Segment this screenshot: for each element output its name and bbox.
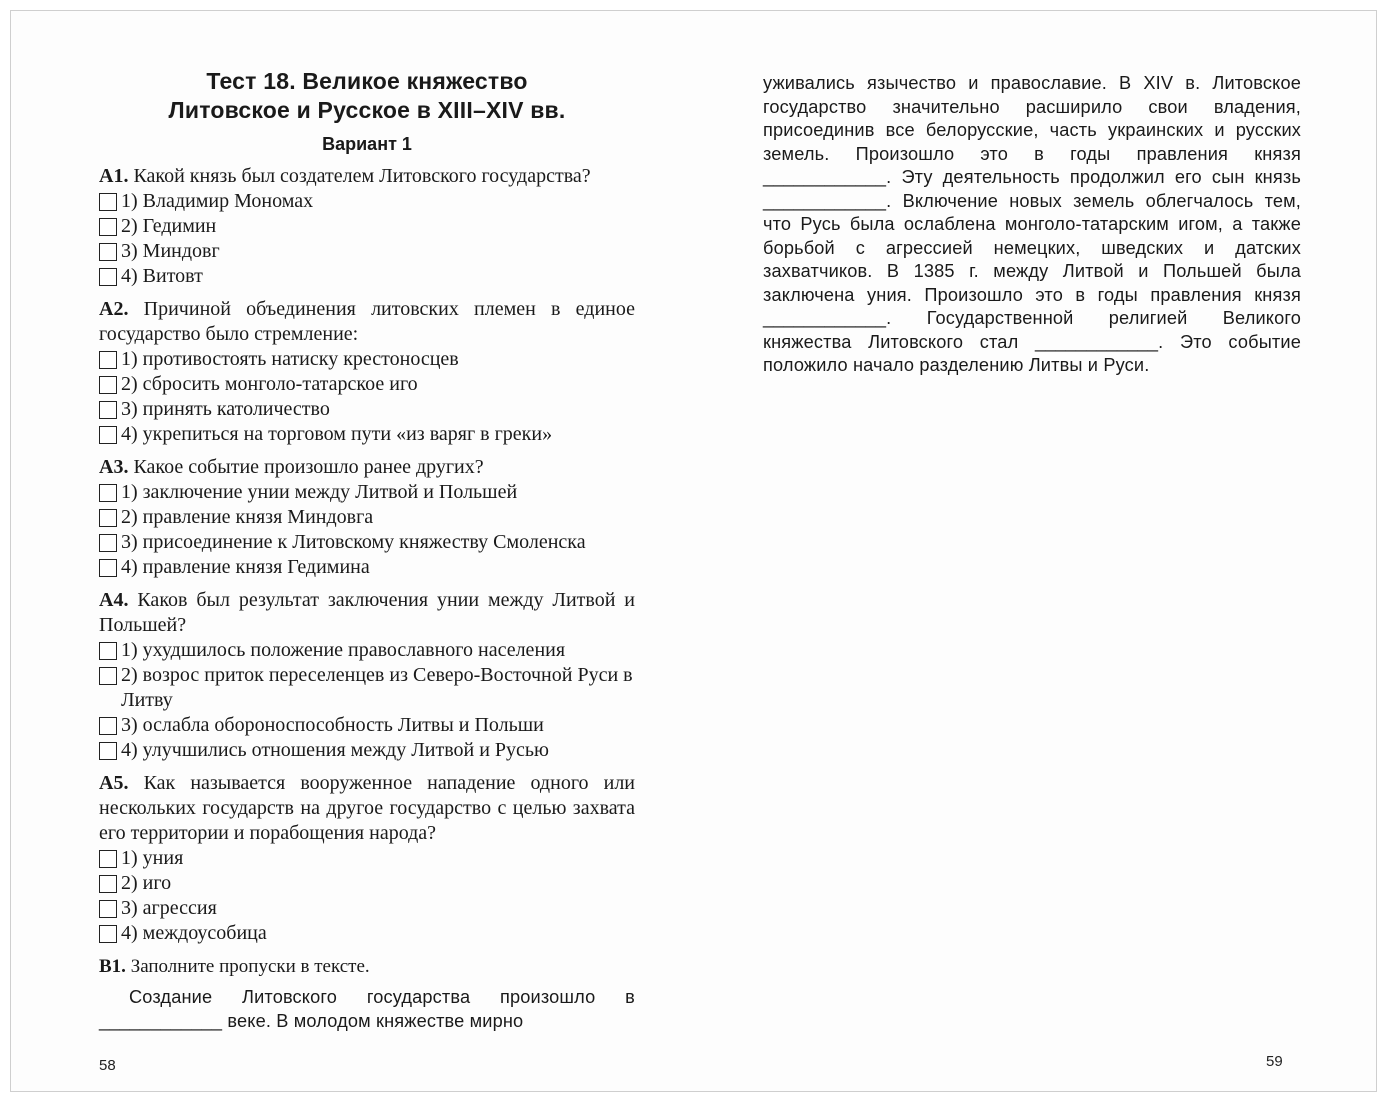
checkbox[interactable] [99,925,117,943]
question-body: Как называется вооруженное нападение одного или нескольких государств на другое государство с целью захвата его территории и порабощения народа? [99,772,636,844]
option-a5-2[interactable] [99,871,635,896]
question-text [99,297,635,347]
option-label: 4) улучшились отношения между Литвой и Русью [121,739,549,761]
options-list [99,846,635,946]
option-a4-3[interactable] [99,713,635,738]
options-list [99,638,635,763]
question-number: А5. [99,772,129,794]
option-label: 4) Витовт [121,265,203,287]
checkbox[interactable] [99,534,117,552]
question-text [99,164,635,189]
option-a3-3[interactable] [99,530,635,555]
option-a4-2[interactable] [99,663,635,713]
option-a2-4[interactable] [99,422,635,447]
checkbox[interactable] [99,218,117,236]
question-a5 [99,771,635,946]
option-label: 3) присоединение к Литовскому княжеству Смоленска [121,531,586,553]
option-a1-1[interactable] [99,189,635,214]
fill-in-text-continued: уживались язычество и православие. В XIV в. Литовское государство значительно расширило свои владения, присоединив все белорусские, часть украинских и русских земель. Произошло это в годы правления князя ____________. Эту деятельность продолжил его сын князь ____________. Включение новых земель облегчалось тем, что Русь была ослаблена монголо-татарским игом, а также борьбой с агрессией немецких, шведских и датских захватчиков. В 1385 г. между Литвой и Польшей была заключена уния. Произошло это в годы правления князя ____________. Государственной религией Великого княжества Литовского стал ____________. Это событие положило начало разделению Литвы и Руси. [763,73,1301,375]
option-label: 3) ослабла обороноспособность Литвы и Польши [121,714,544,736]
option-a1-2[interactable] [99,214,635,239]
checkbox[interactable] [99,667,117,685]
option-label: 4) междоусобица [121,922,267,944]
options-list [99,347,635,447]
option-a4-4[interactable] [99,738,635,763]
question-number: А4. [99,589,129,611]
option-label: 4) правление князя Гедимина [121,556,370,578]
book-spread [10,10,1377,1092]
question-body: Какой князь был создателем Литовского государства? [133,165,591,187]
option-label: 3) Миндовг [121,240,220,262]
checkbox[interactable] [99,642,117,660]
question-a4 [99,588,635,763]
right-page [763,11,1301,378]
option-label: 2) возрос приток переселенцев из Северо-Восточной Руси в Литву [121,664,633,711]
question-body: Причиной объединения литовских племен в единое государство было стремление: [99,298,635,345]
option-a5-1[interactable] [99,846,635,871]
option-label: 1) заключение унии между Литвой и Польшей [121,481,518,503]
options-list [99,189,635,289]
checkbox[interactable] [99,351,117,369]
options-list [99,480,635,580]
checkbox[interactable] [99,268,117,286]
option-a3-2[interactable] [99,505,635,530]
checkbox[interactable] [99,559,117,577]
checkbox[interactable] [99,484,117,502]
option-a2-3[interactable] [99,397,635,422]
option-a5-4[interactable] [99,921,635,946]
question-text [99,771,635,846]
question-number: А2. [99,298,129,320]
option-label: 3) принять католичество [121,398,330,420]
question-text [99,455,635,480]
question-a1 [99,164,635,289]
option-a5-3[interactable] [99,896,635,921]
question-body: Какое событие произошло ранее других? [133,456,484,478]
option-label: 1) уния [121,847,184,869]
question-body: Каков был результат заключения унии между Литвой и Польшей? [99,589,636,636]
option-label: 1) противостоять натиску крестоносцев [121,348,459,370]
task-number: В1. [99,956,126,977]
question-text [99,588,635,638]
option-label: 1) Владимир Мономах [121,190,314,212]
option-label: 2) Гедимин [121,215,217,237]
checkbox[interactable] [99,900,117,918]
option-a2-2[interactable] [99,372,635,397]
checkbox[interactable] [99,376,117,394]
variant-heading: Вариант 1 [322,134,412,154]
checkbox[interactable] [99,193,117,211]
checkbox[interactable] [99,717,117,735]
option-a3-4[interactable] [99,555,635,580]
left-page [99,11,635,1033]
checkbox[interactable] [99,850,117,868]
option-a1-4[interactable] [99,264,635,289]
option-label: 2) иго [121,872,172,894]
question-number: А1. [99,165,129,187]
option-a2-1[interactable] [99,347,635,372]
fill-in-text-start: Создание Литовского государства произошло в ____________ веке. В молодом княжестве мирно [99,987,635,1031]
option-label: 4) укрепиться на торговом пути «из варяг в греки» [121,423,553,445]
question-number: А3. [99,456,129,478]
task-b1 [99,954,635,979]
page-number-right: 59 [1266,1053,1283,1070]
checkbox[interactable] [99,875,117,893]
option-label: 1) ухудшилось положение православного населения [121,639,566,661]
task-instruction: Заполните пропуски в тексте. [130,956,370,977]
question-a3 [99,455,635,580]
option-a4-1[interactable] [99,638,635,663]
checkbox[interactable] [99,401,117,419]
option-a1-3[interactable] [99,239,635,264]
option-a3-1[interactable] [99,480,635,505]
title-line-1: Тест 18. Великое княжество [206,68,528,94]
option-label: 2) сбросить монголо-татарское иго [121,373,418,395]
option-label: 2) правление князя Миндовга [121,506,374,528]
test-title [99,67,635,125]
option-label: 3) агрессия [121,897,217,919]
checkbox[interactable] [99,742,117,760]
page-number-left: 58 [99,1057,116,1074]
title-line-2: Литовское и Русское в XIII–XIV вв. [168,97,566,123]
checkbox[interactable] [99,243,117,261]
checkbox[interactable] [99,509,117,527]
question-a2 [99,297,635,447]
checkbox[interactable] [99,426,117,444]
